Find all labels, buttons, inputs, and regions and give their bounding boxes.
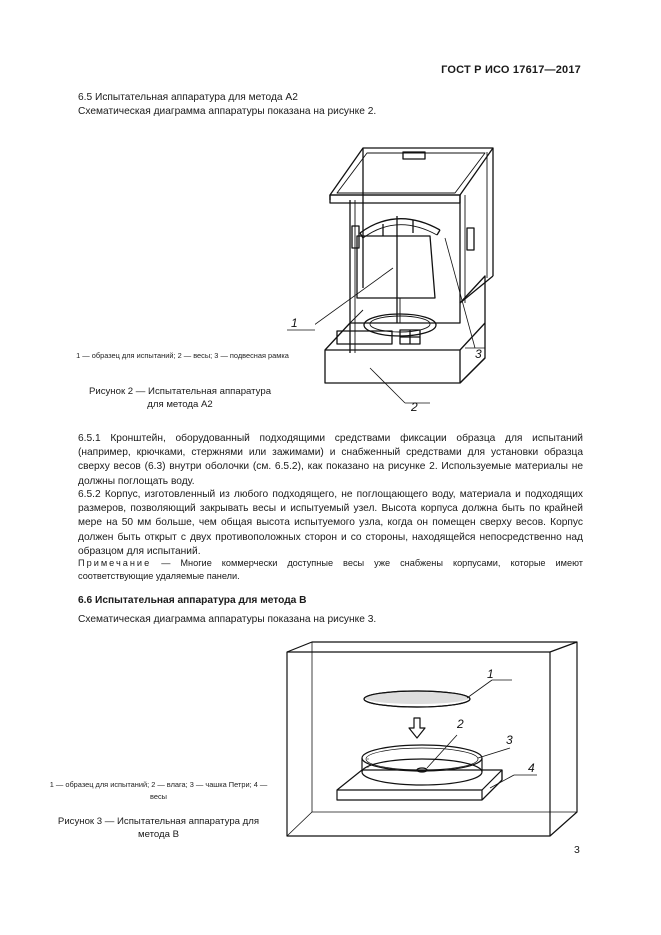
- paragraph-6-5-1: 6.5.1 Кронштейн, оборудованный подходящими средствами фиксации образца для испытаний (например, крючками, стержнями или зажимами) и снабженный средствами для установки образца сверху весов (6.3) внутри оболочки (см. 6.5.2), как показано на рисунке 2. Используемые материалы не должны поглощать воду.: [78, 433, 583, 487]
- note-block: [78, 557, 583, 583]
- fig3-callout-3: 3: [506, 733, 513, 747]
- figure-3-legend: 1 — образец для испытаний; 2 — влага; 3 — чашка Петри; 4 — весы: [49, 780, 268, 801]
- section-6-5-heading: 6.5 Испытательная аппаратура для метода А2: [78, 92, 298, 103]
- fig2-callout-1: 1: [291, 316, 298, 330]
- figure-3-diagram: [282, 640, 582, 840]
- fig2-callout-3: 3: [475, 347, 482, 361]
- fig3-callout-2: 2: [457, 717, 464, 731]
- note-text: — Многие коммерчески доступные весы уже снабжены корпусами, которые имеют соответствующие удаляемые панели.: [78, 558, 583, 581]
- figure-2-diagram: [315, 138, 505, 420]
- page-number: 3: [574, 844, 580, 856]
- housing-top-frame: [330, 148, 493, 195]
- fig3-callout-4: 4: [528, 761, 535, 775]
- figure-2-legend: 1 — образец для испытаний; 2 — весы; 3 — подвесная рамка: [76, 351, 289, 360]
- enclosure-box: [287, 642, 577, 836]
- figure-2-caption: Рисунок 2 — Испытательная аппаратура для метода А2: [88, 386, 272, 410]
- section-6-6-heading: 6.6 Испытательная аппаратура для метода В: [78, 595, 307, 606]
- note-label: Примечание: [78, 558, 152, 568]
- figure-2-callout-1-leader: [285, 310, 325, 340]
- fig2-callout-2: 2: [411, 400, 418, 414]
- section-6-6-intro: Схематическая диаграмма аппаратуры показана на рисунке 3.: [78, 614, 377, 625]
- paragraph-6-5-2: 6.5.2 Корпус, изготовленный из любого подходящего, не поглощающего воду, материала и подходящих размеров, позволяющий закрывать весы и испытуемый узел. Высота корпуса должна быть по крайней мере на 50 мм больше, чем общая высота испытуемого узла, когда он помещен сверху весов. Корпус должен быть открыт с двух противоположных сторон и со стороны, находящейся непосредственно над образцом для испытаний.: [78, 489, 583, 557]
- fig3-callout-1: 1: [487, 667, 494, 681]
- section-6-5-intro: Схематическая диаграмма аппаратуры показана на рисунке 2.: [78, 106, 377, 117]
- figure-3-caption: Рисунок 3 — Испытательная аппаратура для метода В: [57, 816, 260, 840]
- test-sample: [357, 236, 435, 298]
- balance-display: [337, 331, 392, 344]
- down-arrow-icon: [409, 718, 425, 738]
- document-header: ГОСТ Р ИСО 17617—2017: [441, 64, 581, 76]
